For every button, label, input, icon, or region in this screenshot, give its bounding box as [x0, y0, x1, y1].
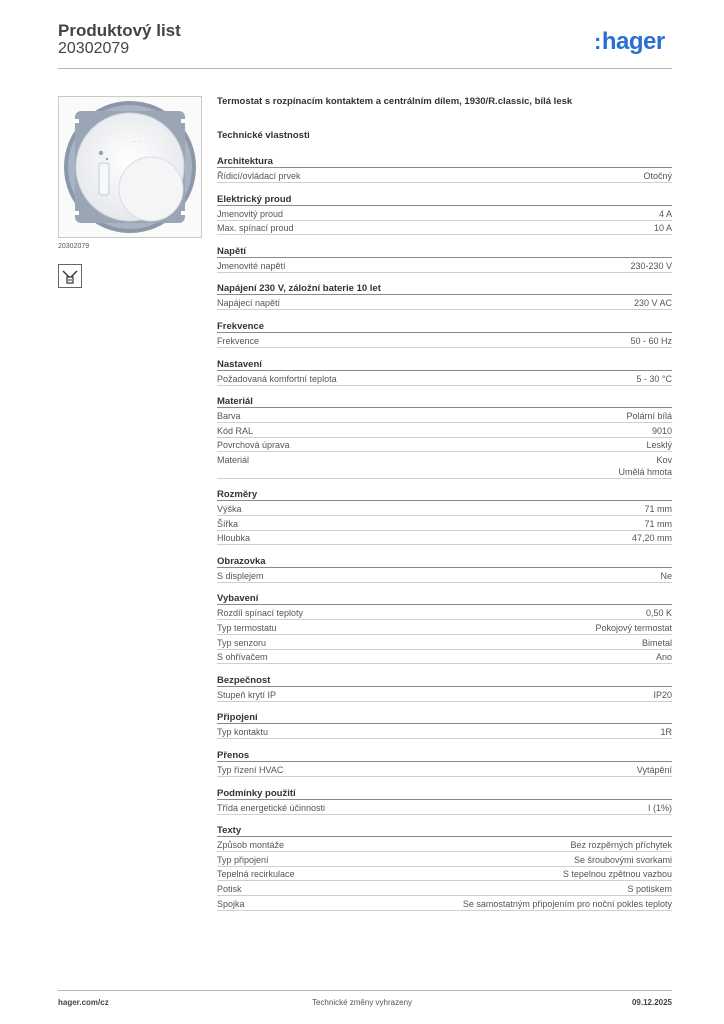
spec-label: S displejem: [217, 570, 264, 581]
spec-value: Otočný: [643, 171, 672, 181]
spec-row: [217, 650, 672, 664]
spec-row: [217, 763, 672, 777]
spec-value: Ano: [655, 652, 672, 663]
technical-properties-heading: Technické vlastnosti: [217, 130, 310, 141]
spec-label: Jmenovité napětí: [217, 260, 286, 271]
group-title: Elektrický proud: [217, 193, 672, 206]
group-title: Obrazovka: [217, 555, 672, 568]
spec-label: Rozdíl spínací teploty: [217, 608, 304, 619]
spec-value: Polární bílá: [626, 411, 672, 422]
spec-row: [217, 838, 672, 852]
spec-value: Bez rozpěrných příchytek: [570, 840, 672, 851]
spec-value: 230-230 V: [630, 260, 672, 271]
spec-label: Max. spínací proud: [217, 223, 294, 234]
spec-value: 9010: [651, 425, 672, 436]
spec-row: [217, 853, 672, 867]
spec-value: Lesklý: [646, 440, 672, 451]
spec-label: Stupeň krytí IP: [217, 689, 277, 700]
spec-value: 0,50 K: [645, 608, 672, 619]
footer-notice: Technické změny vyhrazeny: [311, 998, 413, 1007]
spec-label: Třída energetické účinnosti: [217, 802, 326, 813]
spec-value: Se šroubovými svorkami: [573, 854, 672, 865]
spec-row: [217, 636, 672, 650]
spec-row: [217, 438, 672, 452]
group-title: Texty: [217, 824, 672, 837]
spec-row: [217, 334, 672, 348]
group-title: Nastavení: [217, 358, 672, 371]
spec-label: Kód RAL: [217, 425, 254, 436]
spec-row: [217, 569, 672, 583]
spec-value: Bimetal: [641, 637, 672, 648]
spec-row: [217, 169, 672, 183]
footer-date: 09.12.2025: [631, 998, 672, 1007]
svg-text:· · ·: · · ·: [131, 139, 141, 145]
spec-label: Typ kontaktu: [217, 727, 269, 738]
spec-label: Typ senzoru: [217, 637, 267, 648]
spec-value: Vytápění: [636, 765, 672, 775]
group-title: Připojení: [217, 711, 672, 724]
spec-label: Povrchová úprava: [217, 440, 290, 451]
spec-row: [217, 882, 672, 896]
spec-row: [217, 296, 672, 310]
spec-row: [217, 606, 672, 620]
product-photo: [58, 96, 202, 238]
spec-row: [217, 221, 672, 235]
group-title: Bezpečnost: [217, 674, 672, 687]
spec-row: [217, 259, 672, 273]
spec-row: [217, 531, 672, 545]
spec-value: 230 V AC: [633, 298, 672, 309]
spec-label: Frekvence: [217, 336, 260, 346]
spec-row: [217, 867, 672, 881]
spec-label: Materiál: [217, 455, 250, 465]
spec-row: [217, 801, 672, 815]
product-description: Termostat s rozpínacím kontaktem a centrálním dílem, 1930/R.classic, bílá lesk: [217, 96, 573, 107]
spec-row: [217, 424, 672, 438]
spec-value: Pokojový termostat: [595, 623, 672, 633]
group-title: Přenos: [217, 749, 672, 762]
spec-label: Hloubka: [217, 533, 251, 544]
spec-label: Způsob montáže: [217, 840, 285, 851]
spec-label: Typ termostatu: [217, 623, 277, 633]
group-title: Podmínky použití: [217, 787, 672, 800]
group-title: Napájení 230 V, záložní baterie 10 let: [217, 282, 672, 295]
spec-value: 1R: [660, 727, 672, 738]
logo-text: hager: [601, 28, 665, 55]
spec-value: 47,20 mm: [631, 533, 672, 544]
spec-label: Barva: [217, 411, 241, 422]
spec-row: [217, 517, 672, 531]
spec-label: Spojka: [217, 898, 245, 909]
spec-row: [217, 688, 672, 702]
footer-divider: [58, 990, 672, 991]
spec-value: S potiskem: [627, 884, 672, 894]
spec-value: Ne: [660, 570, 672, 581]
spec-label: Typ řízení HVAC: [217, 765, 284, 775]
spec-value: S tepelnou zpětnou vazbou: [562, 869, 672, 880]
spec-label: Tepelná recirkulace: [217, 869, 295, 880]
spec-value: Kov: [656, 455, 672, 465]
mounting-pictogram-icon: [58, 264, 82, 288]
spec-label: Požadovaná komfortní teplota: [217, 373, 337, 384]
spec-row: [217, 409, 672, 423]
group-title: Architektura: [217, 155, 672, 168]
spec-label: Jmenovitý proud: [217, 208, 284, 219]
spec-value-secondary: Umělá hmota: [618, 467, 672, 477]
spec-value: 71 mm: [644, 504, 672, 514]
footer-website-link[interactable]: hager.com/cz: [58, 998, 109, 1007]
spec-row: [217, 897, 672, 911]
product-code: 20302079: [58, 40, 130, 57]
spec-value: 10 A: [653, 223, 672, 234]
group-title: Materiál: [217, 395, 672, 408]
spec-value: Se samostatným připojením pro noční pokles teploty: [462, 898, 672, 909]
group-title: Vybavení: [217, 592, 672, 605]
spec-value: 4 A: [658, 208, 672, 219]
group-title: Frekvence: [217, 320, 672, 333]
spec-label: S ohřívačem: [217, 652, 268, 663]
spec-row: [217, 725, 672, 739]
spec-row: [217, 502, 672, 516]
spec-label: Výška: [217, 504, 242, 514]
spec-label: Šířka: [217, 518, 239, 529]
spec-label: Potisk: [217, 884, 242, 894]
spec-value: 71 mm: [644, 518, 672, 529]
group-title: Napětí: [217, 245, 672, 258]
hager-logo: :hager: [594, 28, 665, 55]
spec-row: [217, 207, 672, 221]
spec-label: Napájecí napětí: [217, 298, 281, 309]
header-divider: [58, 68, 672, 69]
spec-row: [217, 372, 672, 386]
spec-value: 5 - 30 °C: [636, 373, 672, 384]
spec-row: [217, 453, 672, 479]
page-title: Produktový list: [58, 21, 181, 40]
spec-label: Řídicí/ovládací prvek: [217, 171, 301, 181]
spec-value: 50 - 60 Hz: [630, 336, 672, 346]
group-title: Rozměry: [217, 488, 672, 501]
photo-caption: 20302079: [58, 243, 90, 250]
spec-row: [217, 621, 672, 635]
spec-value: I (1%): [647, 802, 672, 813]
spec-label: Typ připojení: [217, 854, 269, 865]
spec-value: IP20: [653, 689, 672, 700]
